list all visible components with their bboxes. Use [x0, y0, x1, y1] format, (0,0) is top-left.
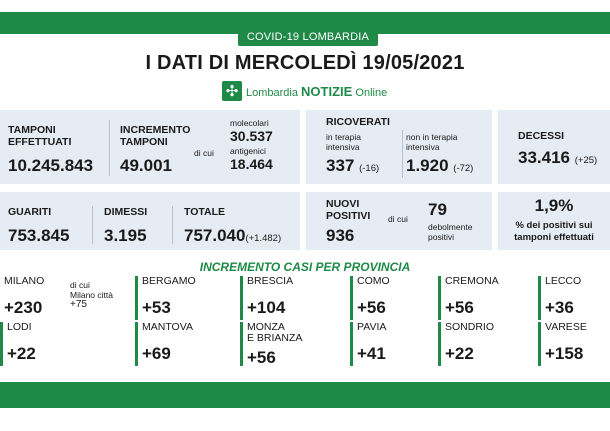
- province-milano: MILANO +230 di cui Milano città +75: [4, 275, 113, 317]
- province-brescia: BRESCIA +104: [240, 276, 315, 320]
- molecolari-value: 30.537: [230, 128, 273, 144]
- page-title: I DATI DI MERCOLEDÌ 19/05/2021: [145, 52, 465, 74]
- divider: [402, 130, 403, 178]
- region-badge: COVID-19 LOMBARDIA: [238, 29, 378, 46]
- site-logo[interactable]: [222, 80, 397, 102]
- logo-text: Lombardia NOTIZIE Online: [246, 83, 388, 99]
- percentuale-panel: [498, 192, 610, 250]
- totale-value: 757.040(+1.482): [184, 226, 282, 245]
- intensiva-value: 337 (-16): [326, 156, 380, 175]
- decessi-label: DECESSI: [518, 130, 565, 142]
- dimessi-label: DIMESSI: [104, 206, 148, 218]
- antigenici-value: 18.464: [230, 156, 273, 172]
- incremento-tamponi-label: INCREMENTO TAMPONI: [120, 124, 191, 148]
- antigenici-label: antigenici: [230, 146, 266, 156]
- ricoverati-label: RICOVERATI: [326, 116, 390, 128]
- guariti-value: 753.845: [8, 226, 70, 245]
- percentuale-label: % dei positivi sui tamponi effettuati: [514, 220, 594, 243]
- province-cremona: CREMONA +56: [438, 276, 513, 320]
- debolmente-value: 79: [428, 200, 447, 219]
- ricoverati-panel: [306, 110, 492, 184]
- province-title: INCREMENTO CASI PER PROVINCIA: [199, 260, 411, 274]
- province-varese: VARESE +158: [538, 322, 610, 366]
- tamponi-value: 10.245.843: [8, 156, 94, 175]
- nuovi-positivi-value: 936: [326, 226, 355, 245]
- non-intensiva-value: 1.920 (-72): [406, 156, 474, 175]
- divider: [172, 206, 173, 244]
- percentuale-value: 1,9%: [534, 196, 574, 215]
- guariti-panel: [0, 192, 300, 250]
- province-lecco: LECCO +36: [538, 276, 610, 320]
- province-lodi: LODI +22: [0, 322, 75, 366]
- intensiva-label: in terapia intensiva: [326, 132, 361, 152]
- dimessi-value: 3.195: [104, 226, 147, 245]
- tamponi-label: TAMPONI EFFETTUATI: [8, 124, 72, 148]
- province-sondrio: SONDRIO +22: [438, 322, 513, 366]
- nuovi-positivi-label: NUOVI POSITIVI: [326, 198, 371, 222]
- decessi-value: 33.416 (+25): [518, 148, 598, 167]
- nuovi-di-cui: di cui: [388, 214, 408, 224]
- province-mantova: MANTOVA +69: [135, 322, 210, 366]
- guariti-label: GUARITI: [8, 206, 52, 218]
- incremento-di-cui: di cui: [194, 148, 214, 158]
- incremento-tamponi-value: 49.001: [120, 156, 172, 175]
- decessi-panel: [498, 110, 610, 184]
- tamponi-panel: [0, 110, 300, 184]
- divider: [109, 120, 110, 176]
- bottom-banner: [0, 382, 610, 408]
- totale-label: TOTALE: [184, 206, 226, 218]
- province-monza: MONZA E BRIANZA +56: [240, 322, 315, 366]
- divider: [92, 206, 93, 244]
- non-intensiva-label: non in terapia intensiva: [406, 132, 458, 152]
- province-bergamo: BERGAMO +53: [135, 276, 210, 320]
- province-como: COMO +56: [350, 276, 425, 320]
- nuovi-positivi-panel: [306, 192, 492, 250]
- milano-citta-note: di cui Milano città +75: [70, 280, 113, 310]
- debolmente-label: debolmente positivi: [428, 222, 473, 242]
- molecolari-label: molecolari: [230, 118, 269, 128]
- logo-icon: ✣: [222, 81, 242, 101]
- province-pavia: PAVIA +41: [350, 322, 425, 366]
